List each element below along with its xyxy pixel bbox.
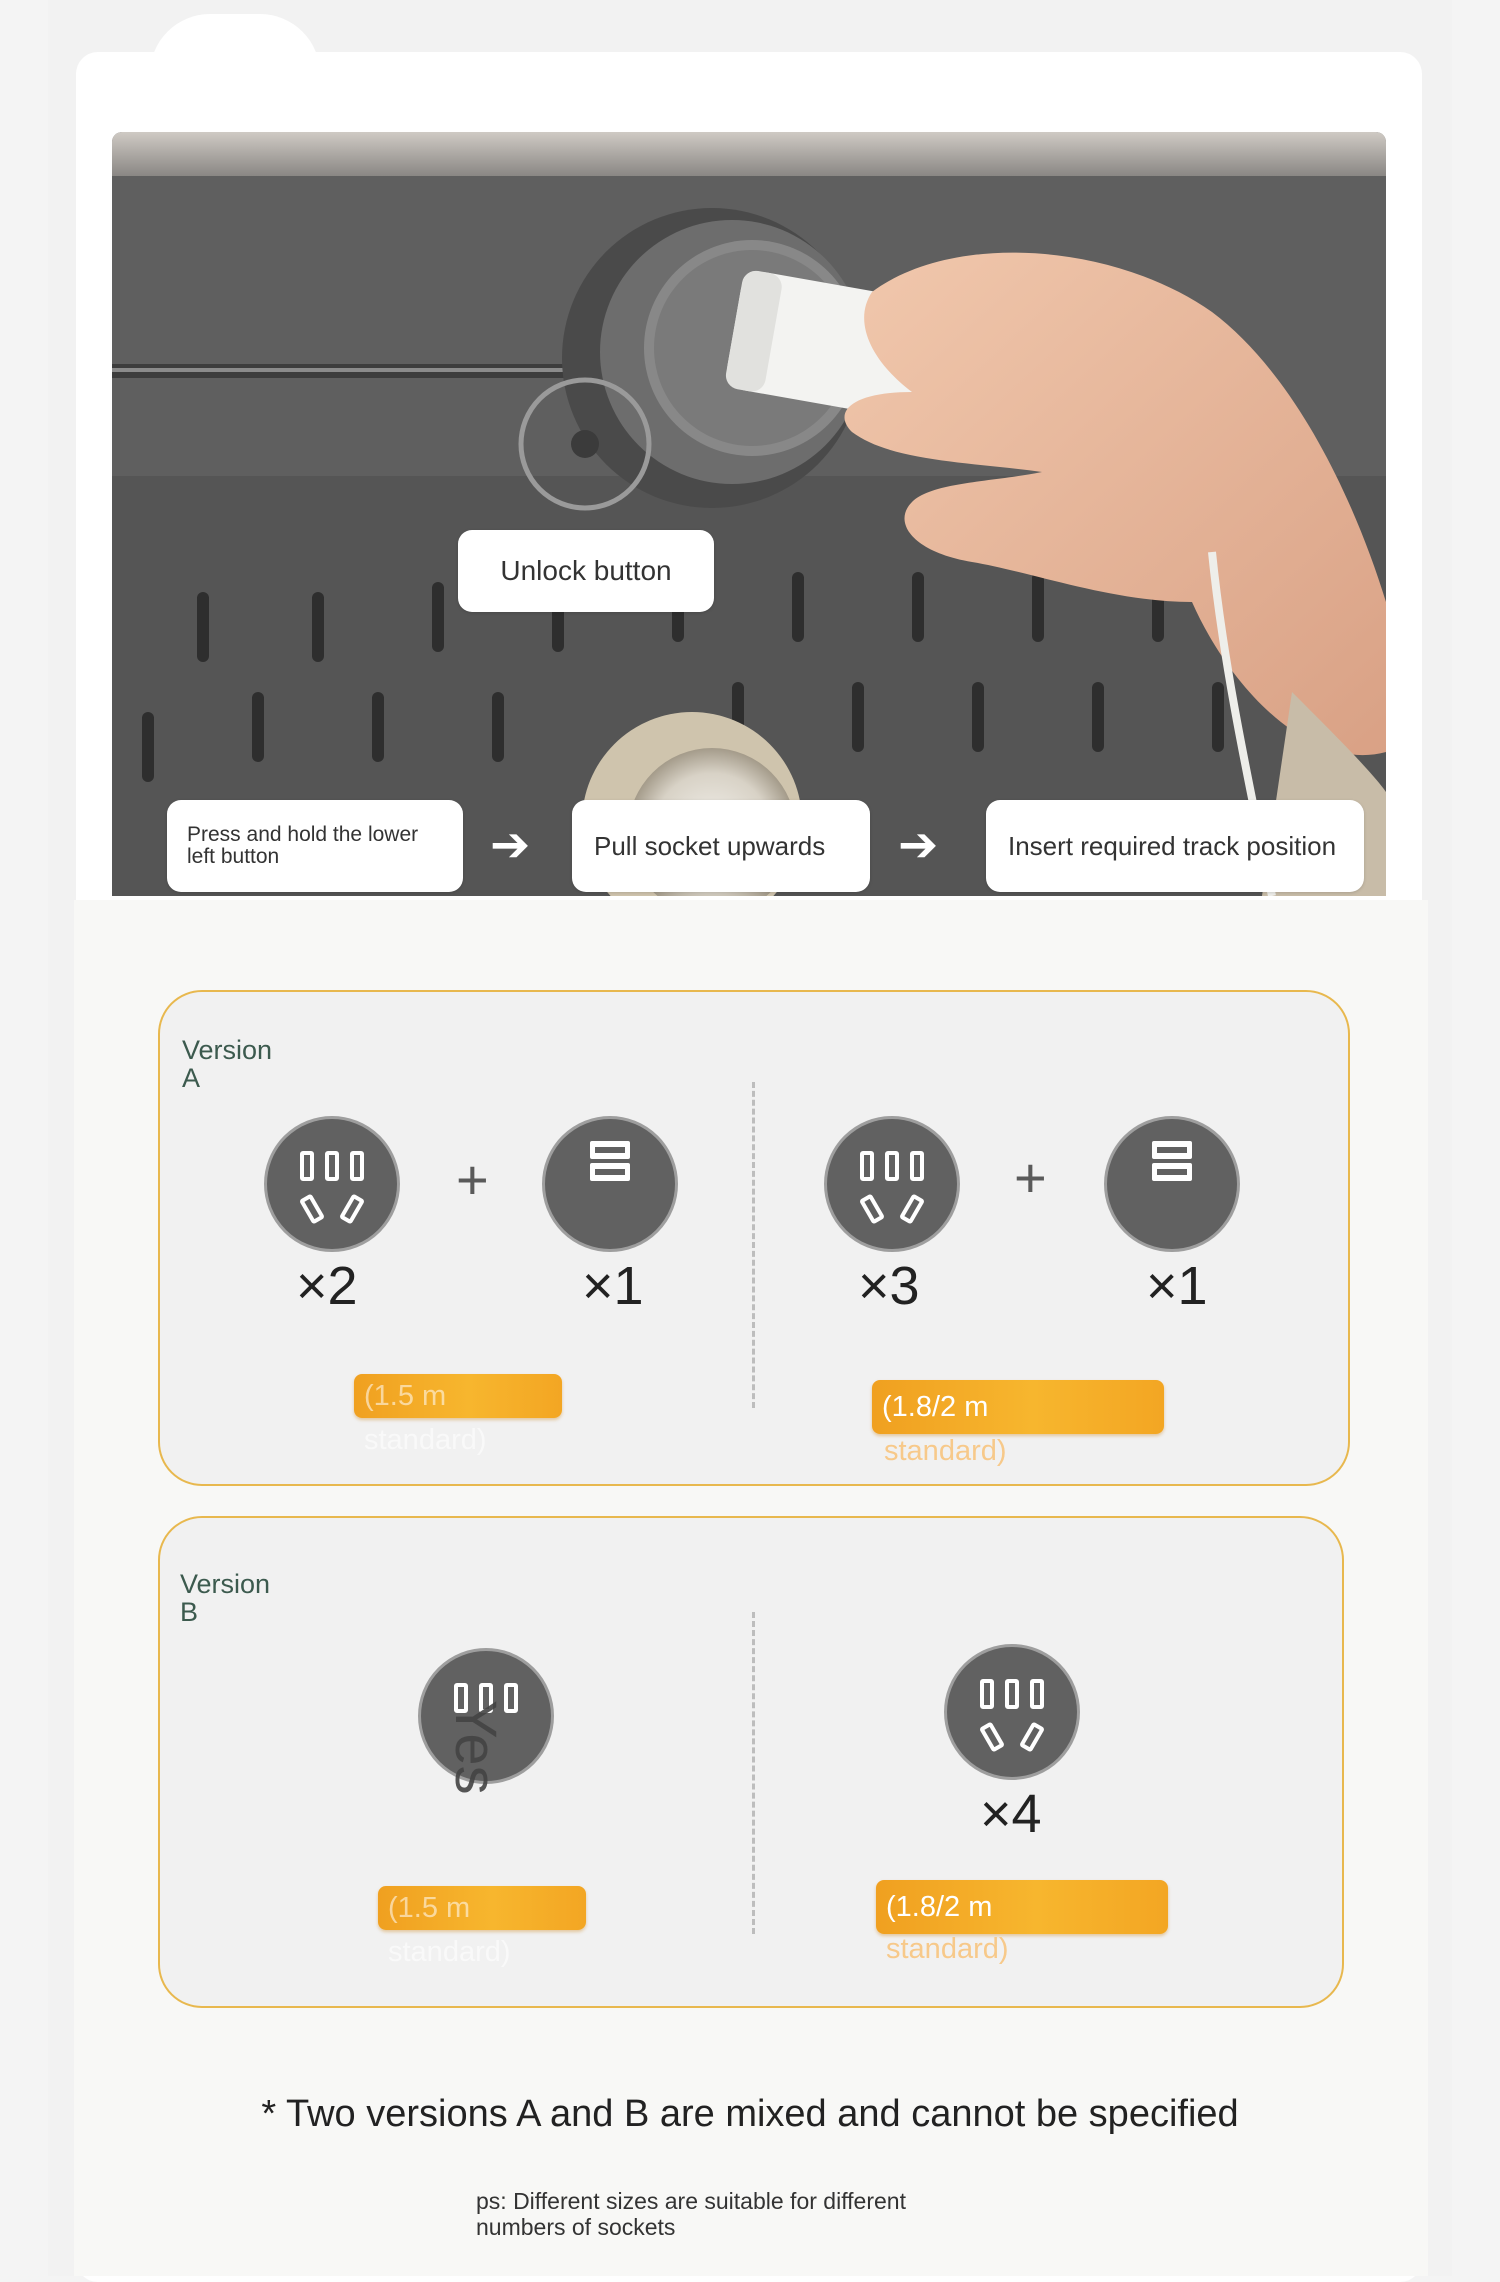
step-2-callout	[572, 800, 870, 892]
outlet-count: ×4	[980, 1784, 1042, 1844]
footnote: * Two versions A and B are mixed and cannot be specified	[261, 2093, 1239, 2135]
outlet-icon	[264, 1116, 400, 1252]
version-b-label: Version B	[180, 1569, 271, 1627]
usb-count: ×1	[582, 1256, 644, 1316]
plus-sign: +	[1014, 1146, 1047, 1209]
length-pill-overflow: standard)	[884, 1435, 1007, 1467]
outlet-count: ×2	[296, 1256, 358, 1316]
length-pill: (1.5 m standard)	[354, 1374, 562, 1418]
length-pill: (1.8/2 m	[872, 1380, 1164, 1434]
unlock-button-callout	[458, 530, 714, 612]
length-pill-overflow: standard)	[886, 1933, 1009, 1965]
version-b-divider	[752, 1612, 755, 1934]
usb-count: ×1	[1146, 1256, 1208, 1316]
ps-note: ps: Different sizes are suitable for different numbers of sockets	[476, 2188, 906, 2240]
right-arrow-icon: ➔	[898, 819, 939, 872]
right-arrow-icon: ➔	[490, 819, 531, 872]
photo-illustration	[112, 132, 1386, 896]
step-1-label: Press and hold the lower left button	[187, 823, 419, 868]
step-3-callout	[986, 800, 1364, 892]
overlay-text: Yes	[443, 1700, 508, 1795]
installation-photo	[112, 132, 1386, 896]
outlet-icon	[944, 1644, 1080, 1780]
usb-icon	[1104, 1116, 1240, 1252]
outlet-count: ×3	[858, 1256, 920, 1316]
step-1-callout	[167, 800, 463, 892]
shelf-ledge	[112, 132, 1386, 176]
usb-icon	[542, 1116, 678, 1252]
version-a-divider	[752, 1082, 755, 1408]
outlet-icon	[824, 1116, 960, 1252]
length-pill: (1.8/2 m	[876, 1880, 1168, 1934]
length-pill: (1.5 m standard)	[378, 1886, 586, 1930]
plus-sign: +	[456, 1148, 489, 1211]
step-2-label: Pull socket upwards	[594, 830, 826, 861]
step-3-label: Insert required track position	[1008, 830, 1337, 861]
version-a-label: Version A	[182, 1035, 273, 1093]
unlock-button-label: Unlock button	[500, 555, 672, 586]
version-b-box	[158, 1516, 1344, 2008]
